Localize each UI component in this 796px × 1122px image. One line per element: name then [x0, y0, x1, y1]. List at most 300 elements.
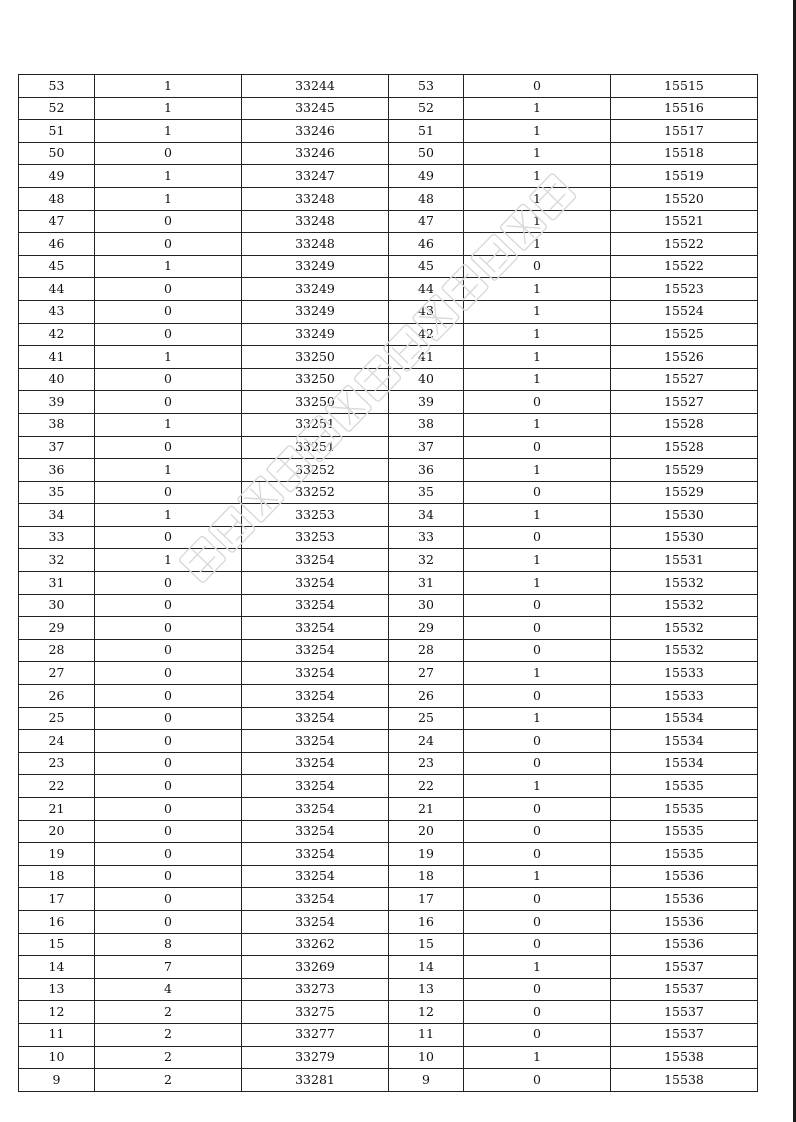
table-cell: 1	[464, 346, 611, 369]
table-row	[19, 481, 758, 504]
table-cell: 15537	[611, 1023, 758, 1046]
table-cell: 10	[389, 1046, 464, 1069]
table-cell: 50	[19, 142, 95, 165]
table-cell: 33251	[242, 413, 389, 436]
table-cell: 25	[19, 707, 95, 730]
table-cell: 14	[19, 956, 95, 979]
table-cell: 15535	[611, 775, 758, 798]
table-cell: 0	[95, 730, 242, 753]
table-cell: 15533	[611, 662, 758, 685]
table-cell: 0	[464, 843, 611, 866]
table-cell: 0	[95, 775, 242, 798]
table-cell: 40	[389, 368, 464, 391]
table-cell: 33254	[242, 572, 389, 595]
table-row	[19, 1023, 758, 1046]
table-cell: 15530	[611, 504, 758, 527]
table-cell: 15534	[611, 752, 758, 775]
table-cell: 0	[464, 910, 611, 933]
table-cell: 27	[389, 662, 464, 685]
table-cell: 30	[19, 594, 95, 617]
table-cell: 24	[19, 730, 95, 753]
table-cell: 0	[95, 391, 242, 414]
table-row	[19, 255, 758, 278]
table-cell: 33250	[242, 368, 389, 391]
table-cell: 15520	[611, 187, 758, 210]
table-cell: 33273	[242, 978, 389, 1001]
table-cell: 31	[389, 572, 464, 595]
table-cell: 1	[464, 775, 611, 798]
table-cell: 49	[389, 165, 464, 188]
table-row	[19, 888, 758, 911]
table-cell: 15527	[611, 391, 758, 414]
table-cell: 33277	[242, 1023, 389, 1046]
table-row	[19, 662, 758, 685]
table-row	[19, 142, 758, 165]
table-row	[19, 346, 758, 369]
table-cell: 1	[95, 255, 242, 278]
table-cell: 15535	[611, 798, 758, 821]
table-cell: 0	[464, 526, 611, 549]
table-cell: 0	[464, 436, 611, 459]
table-cell: 0	[464, 1069, 611, 1092]
table-cell: 33249	[242, 278, 389, 301]
table-cell: 2	[95, 1069, 242, 1092]
table-cell: 0	[95, 436, 242, 459]
table-cell: 1	[464, 142, 611, 165]
table-cell: 33244	[242, 75, 389, 98]
table-cell: 15534	[611, 730, 758, 753]
table-cell: 15525	[611, 323, 758, 346]
table-cell: 15518	[611, 142, 758, 165]
table-cell: 28	[19, 639, 95, 662]
table-cell: 15	[389, 933, 464, 956]
table-cell: 47	[19, 210, 95, 233]
table-cell: 1	[95, 413, 242, 436]
table-cell: 33248	[242, 187, 389, 210]
table-cell: 35	[19, 481, 95, 504]
table-cell: 29	[389, 617, 464, 640]
table-cell: 15532	[611, 617, 758, 640]
table-cell: 0	[95, 481, 242, 504]
table-cell: 15536	[611, 933, 758, 956]
table-cell: 19	[19, 843, 95, 866]
table-cell: 1	[95, 97, 242, 120]
table-cell: 4	[95, 978, 242, 1001]
table-cell: 36	[19, 459, 95, 482]
table-cell: 1	[95, 187, 242, 210]
table-cell: 52	[19, 97, 95, 120]
table-cell: 15535	[611, 843, 758, 866]
table-cell: 33254	[242, 549, 389, 572]
table-row	[19, 730, 758, 753]
table-cell: 35	[389, 481, 464, 504]
table-cell: 33252	[242, 459, 389, 482]
table-cell: 15527	[611, 368, 758, 391]
table-cell: 25	[389, 707, 464, 730]
table-cell: 28	[389, 639, 464, 662]
table-cell: 44	[19, 278, 95, 301]
table-cell: 33253	[242, 504, 389, 527]
table-row	[19, 1046, 758, 1069]
table-row	[19, 187, 758, 210]
table-cell: 26	[389, 685, 464, 708]
table-cell: 0	[464, 481, 611, 504]
table-cell: 33250	[242, 391, 389, 414]
table-cell: 41	[19, 346, 95, 369]
table-row	[19, 210, 758, 233]
table-cell: 0	[95, 685, 242, 708]
table-cell: 33254	[242, 798, 389, 821]
table-row	[19, 549, 758, 572]
table-cell: 36	[389, 459, 464, 482]
table-cell: 0	[95, 300, 242, 323]
table-cell: 53	[19, 75, 95, 98]
table-cell: 48	[19, 187, 95, 210]
table-row	[19, 956, 758, 979]
table-cell: 33249	[242, 323, 389, 346]
table-cell: 15537	[611, 1001, 758, 1024]
table-row	[19, 436, 758, 459]
table-cell: 15537	[611, 978, 758, 1001]
table-cell: 12	[389, 1001, 464, 1024]
table-cell: 7	[95, 956, 242, 979]
table-cell: 0	[464, 255, 611, 278]
table-row	[19, 75, 758, 98]
table-row	[19, 504, 758, 527]
table-cell: 1	[464, 368, 611, 391]
table-cell: 33254	[242, 888, 389, 911]
table-row	[19, 617, 758, 640]
table-cell: 12	[19, 1001, 95, 1024]
table-cell: 33245	[242, 97, 389, 120]
table-cell: 21	[19, 798, 95, 821]
table-cell: 0	[95, 798, 242, 821]
table-cell: 39	[19, 391, 95, 414]
table-cell: 0	[95, 662, 242, 685]
table-cell: 0	[464, 617, 611, 640]
table-cell: 51	[19, 120, 95, 143]
table-cell: 15524	[611, 300, 758, 323]
table-cell: 39	[389, 391, 464, 414]
table-row	[19, 572, 758, 595]
table-cell: 42	[389, 323, 464, 346]
table-row	[19, 798, 758, 821]
table-cell: 11	[19, 1023, 95, 1046]
table-cell: 33247	[242, 165, 389, 188]
table-cell: 15538	[611, 1046, 758, 1069]
table-cell: 38	[389, 413, 464, 436]
table-cell: 40	[19, 368, 95, 391]
table-row	[19, 97, 758, 120]
table-cell: 33254	[242, 617, 389, 640]
table-cell: 33279	[242, 1046, 389, 1069]
table-cell: 0	[464, 1023, 611, 1046]
table-row	[19, 278, 758, 301]
table-row	[19, 1001, 758, 1024]
table-cell: 33254	[242, 775, 389, 798]
table-cell: 0	[464, 391, 611, 414]
table-cell: 11	[389, 1023, 464, 1046]
table-cell: 1	[95, 504, 242, 527]
table-cell: 27	[19, 662, 95, 685]
table-body	[19, 75, 758, 1092]
table-cell: 37	[19, 436, 95, 459]
table-cell: 34	[19, 504, 95, 527]
table-cell: 15515	[611, 75, 758, 98]
table-cell: 2	[95, 1001, 242, 1024]
table-row	[19, 775, 758, 798]
table-cell: 1	[464, 97, 611, 120]
table-cell: 0	[95, 368, 242, 391]
table-cell: 0	[95, 594, 242, 617]
table-cell: 18	[389, 865, 464, 888]
table-cell: 16	[19, 910, 95, 933]
table-row	[19, 1069, 758, 1092]
table-cell: 33248	[242, 233, 389, 256]
table-cell: 10	[19, 1046, 95, 1069]
table-cell: 33249	[242, 255, 389, 278]
table-cell: 43	[389, 300, 464, 323]
table-cell: 0	[95, 910, 242, 933]
table-cell: 26	[19, 685, 95, 708]
table-cell: 1	[464, 707, 611, 730]
table-cell: 0	[95, 210, 242, 233]
table-cell: 15530	[611, 526, 758, 549]
table-cell: 33281	[242, 1069, 389, 1092]
table-cell: 1	[464, 323, 611, 346]
table-cell: 15517	[611, 120, 758, 143]
table-cell: 42	[19, 323, 95, 346]
table-cell: 2	[95, 1046, 242, 1069]
table-cell: 15529	[611, 459, 758, 482]
table-cell: 21	[389, 798, 464, 821]
table-cell: 33251	[242, 436, 389, 459]
table-cell: 0	[95, 233, 242, 256]
table-cell: 0	[95, 142, 242, 165]
table-cell: 33254	[242, 910, 389, 933]
table-cell: 15533	[611, 685, 758, 708]
table-cell: 23	[19, 752, 95, 775]
table-cell: 33249	[242, 300, 389, 323]
table-cell: 9	[389, 1069, 464, 1092]
table-cell: 0	[95, 843, 242, 866]
table-cell: 15529	[611, 481, 758, 504]
table-cell: 1	[464, 278, 611, 301]
table-cell: 15521	[611, 210, 758, 233]
table-cell: 14	[389, 956, 464, 979]
table-cell: 33275	[242, 1001, 389, 1024]
table-cell: 1	[464, 956, 611, 979]
table-cell: 15536	[611, 888, 758, 911]
table-cell: 45	[19, 255, 95, 278]
table-cell: 17	[389, 888, 464, 911]
table-cell: 15522	[611, 233, 758, 256]
table-cell: 45	[389, 255, 464, 278]
table-cell: 1	[95, 549, 242, 572]
table-cell: 23	[389, 752, 464, 775]
table-cell: 19	[389, 843, 464, 866]
table-cell: 15534	[611, 707, 758, 730]
table-cell: 15	[19, 933, 95, 956]
table-cell: 33250	[242, 346, 389, 369]
table-cell: 15523	[611, 278, 758, 301]
table-cell: 1	[464, 233, 611, 256]
table-row	[19, 459, 758, 482]
table-cell: 0	[464, 798, 611, 821]
table-cell: 20	[389, 820, 464, 843]
table-cell: 1	[464, 165, 611, 188]
table-cell: 1	[464, 549, 611, 572]
table-cell: 15519	[611, 165, 758, 188]
table-cell: 20	[19, 820, 95, 843]
table-cell: 0	[464, 933, 611, 956]
table-cell: 1	[464, 504, 611, 527]
table-cell: 1	[464, 120, 611, 143]
table-cell: 15526	[611, 346, 758, 369]
table-row	[19, 820, 758, 843]
table-cell: 1	[464, 413, 611, 436]
table-cell: 15532	[611, 639, 758, 662]
table-cell: 33254	[242, 865, 389, 888]
table-cell: 33248	[242, 210, 389, 233]
table-row	[19, 843, 758, 866]
table-cell: 0	[95, 572, 242, 595]
table-cell: 29	[19, 617, 95, 640]
table-cell: 1	[95, 459, 242, 482]
table-cell: 34	[389, 504, 464, 527]
table-cell: 0	[95, 865, 242, 888]
table-cell: 37	[389, 436, 464, 459]
table-row	[19, 910, 758, 933]
table-cell: 18	[19, 865, 95, 888]
table-cell: 0	[464, 730, 611, 753]
table-cell: 15536	[611, 910, 758, 933]
table-cell: 0	[464, 75, 611, 98]
table-cell: 44	[389, 278, 464, 301]
table-row	[19, 594, 758, 617]
table-cell: 50	[389, 142, 464, 165]
table-cell: 1	[464, 210, 611, 233]
table-cell: 15532	[611, 594, 758, 617]
table-cell: 31	[19, 572, 95, 595]
table-cell: 30	[389, 594, 464, 617]
table-cell: 48	[389, 187, 464, 210]
table-cell: 1	[464, 865, 611, 888]
table-cell: 0	[464, 752, 611, 775]
table-cell: 16	[389, 910, 464, 933]
table-row	[19, 300, 758, 323]
score-distribution-table	[18, 74, 758, 1092]
table-cell: 33254	[242, 685, 389, 708]
table-row	[19, 233, 758, 256]
table-cell: 8	[95, 933, 242, 956]
table-cell: 53	[389, 75, 464, 98]
table-cell: 33	[19, 526, 95, 549]
table-cell: 33254	[242, 707, 389, 730]
table-cell: 0	[464, 820, 611, 843]
table-cell: 13	[389, 978, 464, 1001]
table-cell: 0	[95, 707, 242, 730]
table-cell: 33269	[242, 956, 389, 979]
table-cell: 33252	[242, 481, 389, 504]
table-cell: 1	[464, 187, 611, 210]
table-cell: 1	[95, 346, 242, 369]
table-cell: 15528	[611, 413, 758, 436]
table-cell: 41	[389, 346, 464, 369]
table-cell: 0	[464, 888, 611, 911]
table-cell: 46	[389, 233, 464, 256]
table-cell: 33254	[242, 662, 389, 685]
table-cell: 15528	[611, 436, 758, 459]
table-cell: 33253	[242, 526, 389, 549]
table-cell: 15538	[611, 1069, 758, 1092]
table-cell: 22	[389, 775, 464, 798]
table-cell: 1	[464, 572, 611, 595]
table-cell: 1	[464, 1046, 611, 1069]
table-cell: 1	[464, 300, 611, 323]
table-cell: 13	[19, 978, 95, 1001]
table-cell: 33254	[242, 820, 389, 843]
table-cell: 1	[464, 459, 611, 482]
table-cell: 46	[19, 233, 95, 256]
table-cell: 15522	[611, 255, 758, 278]
table-cell: 0	[95, 820, 242, 843]
table-row	[19, 526, 758, 549]
table-cell: 0	[95, 752, 242, 775]
table-cell: 51	[389, 120, 464, 143]
table-cell: 0	[464, 594, 611, 617]
table-cell: 0	[95, 639, 242, 662]
table-cell: 33262	[242, 933, 389, 956]
table-cell: 33254	[242, 730, 389, 753]
table-cell: 1	[95, 75, 242, 98]
table-row	[19, 639, 758, 662]
table-row	[19, 685, 758, 708]
table-cell: 0	[95, 278, 242, 301]
table-cell: 33246	[242, 142, 389, 165]
table-row	[19, 707, 758, 730]
table-cell: 15537	[611, 956, 758, 979]
table-cell: 33254	[242, 639, 389, 662]
table-cell: 47	[389, 210, 464, 233]
table-cell: 0	[464, 685, 611, 708]
table-cell: 33254	[242, 594, 389, 617]
table-cell: 1	[95, 120, 242, 143]
table-cell: 0	[95, 323, 242, 346]
table-cell: 33	[389, 526, 464, 549]
table-cell: 52	[389, 97, 464, 120]
table-cell: 9	[19, 1069, 95, 1092]
table-cell: 15536	[611, 865, 758, 888]
table-cell: 2	[95, 1023, 242, 1046]
table-cell: 15532	[611, 572, 758, 595]
table-row	[19, 865, 758, 888]
table-cell: 33254	[242, 843, 389, 866]
table-cell: 0	[95, 617, 242, 640]
table-row	[19, 933, 758, 956]
table-row	[19, 120, 758, 143]
table-cell: 15535	[611, 820, 758, 843]
table-cell: 17	[19, 888, 95, 911]
table-cell: 49	[19, 165, 95, 188]
table-row	[19, 413, 758, 436]
table-cell: 38	[19, 413, 95, 436]
table-cell: 43	[19, 300, 95, 323]
table-cell: 33254	[242, 752, 389, 775]
table-row	[19, 391, 758, 414]
table-row	[19, 368, 758, 391]
table-cell: 32	[389, 549, 464, 572]
